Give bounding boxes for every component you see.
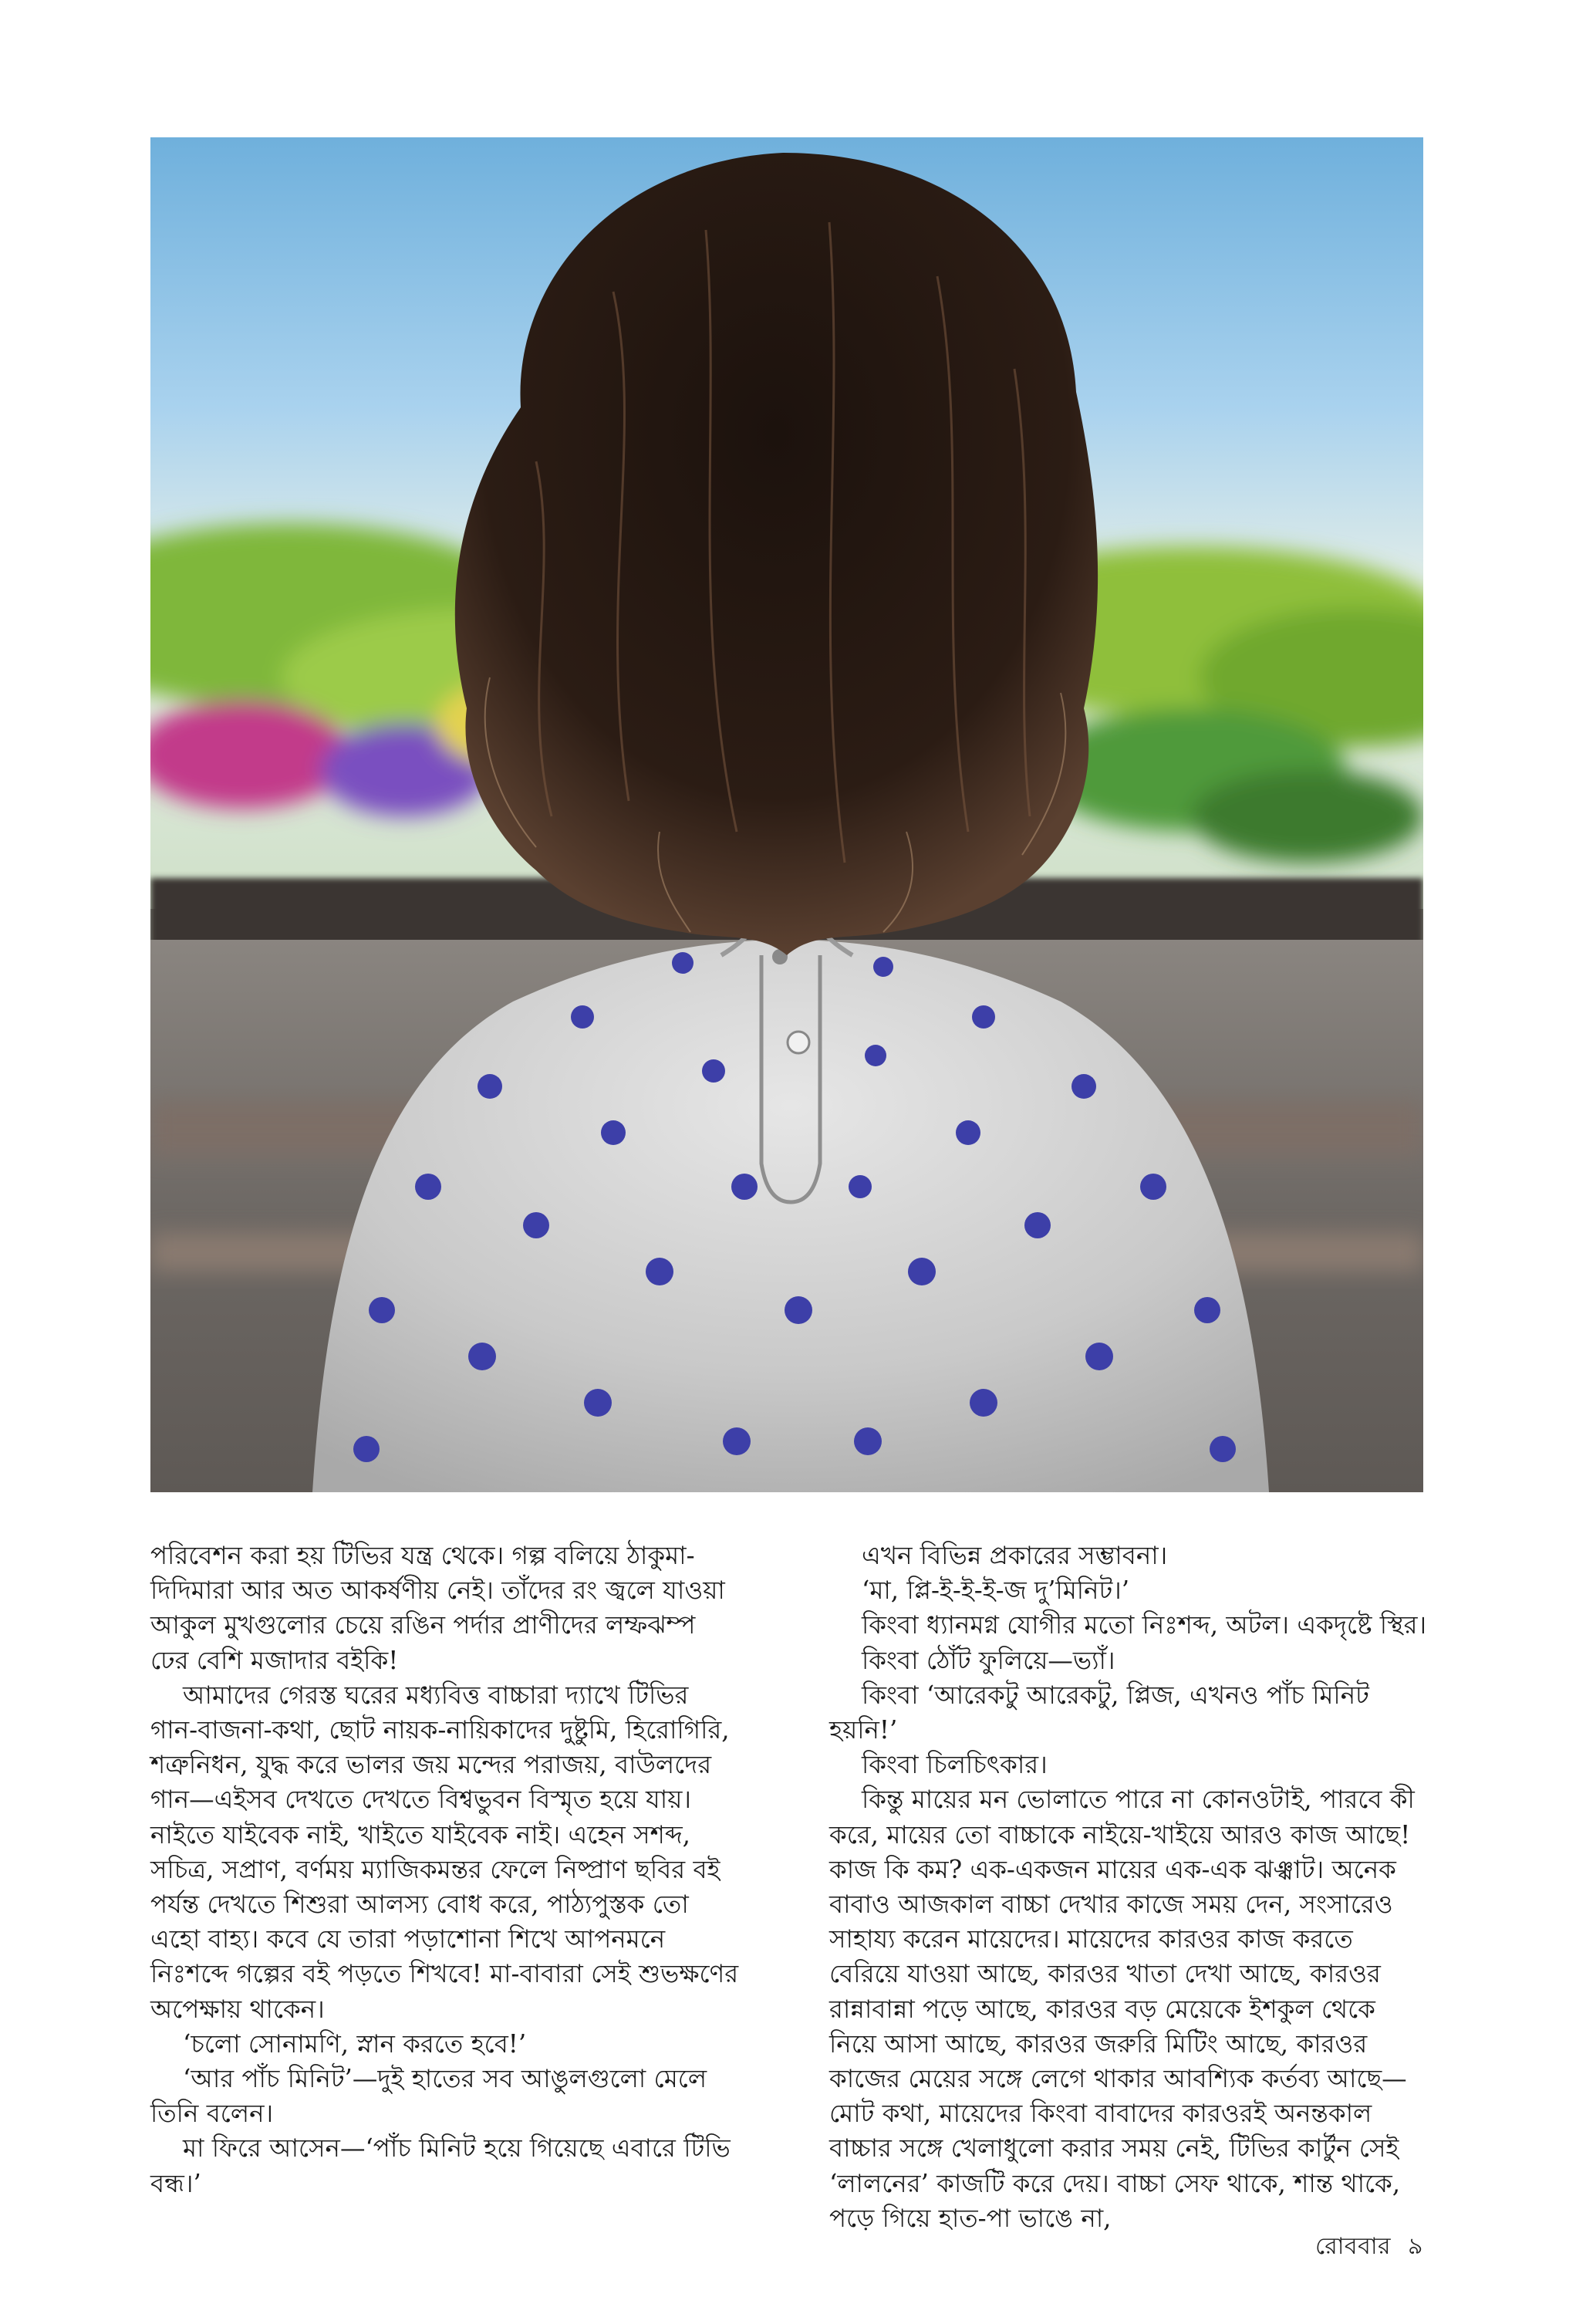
paragraph: মা ফিরে আসেন—‘পাঁচ মিনিট হয়ে গিয়েছে এবারে টিভি বন্ধ।’	[150, 2133, 731, 2198]
paragraph: কিংবা ধ্যানমগ্ন যোগীর মতো নিঃশব্দ, অটল। একদৃষ্টে স্থির।	[862, 1610, 1427, 1640]
paragraph: পরিবেশন করা হয় টিভির যন্ত্র থেকে। গল্প বলিয়ে ঠাকুমা-দিদিমারা আর অত আকর্ষণীয় নেই। তাঁদের রং জ্বলে যাওয়া আকুল মুখগুলোর চেয়ে রঙিন পর্দার প্রাণীদের লম্ফঝম্প ঢের বেশি মজাদার বইকি!	[150, 1541, 725, 1675]
article-column-right	[829, 1539, 1427, 2236]
paragraph: কিন্তু মায়ের মন ভোলাতে পারে না কোনওটাই, পারবে কী করে, মায়ের তো বাচ্চাকে নাইয়ে-খাইয়ে আরও কাজ আছে! কাজ কি কম? এক-একজন মায়ের এক-এক ঝঞ্ঝাট। অনেক বাবাও আজকাল বাচ্চা দেখার কাজে সময় দেন, সংসারেও সাহায্য করেন মায়েদের। মায়েদের কারওর কাজ করতে বেরিয়ে যাওয়া আছে, কারওর খাতা দেখা আছে, কারওর রান্নাবান্না পড়ে আছে, কারওর বড় মেয়েকে ইশকুল থেকে নিয়ে আসা আছে, কারওর জরুরি মিটিং আছে, কারওর কাজের মেয়ের সঙ্গে লেগে থাকার আবশ্যিক কর্তব্য আছে—মোট কথা, মায়েদের কিংবা বাবাদের কারওরই অনন্তকাল বাচ্চার সঙ্গে খেলাধুলো করার সময় নেই, টিভির কার্টুন সেই ‘লালনের’ কাজটি করে দেয়। বাচ্চা সেফ থাকে, শান্ত থাকে, পড়ে গিয়ে হাত-পা ভাঙে না,	[829, 1785, 1415, 2233]
paragraph: এখন বিভিন্ন প্রকারের সম্ভাবনা।	[862, 1541, 1168, 1570]
page-number: ৯	[1408, 2233, 1423, 2260]
paragraph: ‘আর পাঁচ মিনিট’—দুই হাতের সব আঙুলগুলো মেলে তিনি বলেন।	[150, 2064, 707, 2129]
paragraph: ‘চলো সোনামণি, স্নান করতে হবে!’	[183, 2028, 527, 2059]
page-folio	[1315, 2231, 1423, 2262]
article-column-left	[150, 1539, 741, 2201]
publication-name: রোববার	[1315, 2233, 1392, 2260]
paragraph: আমাদের গেরস্ত ঘরের মধ্যবিত্ত বাচ্চারা দ্যাখে টিভির গান-বাজনা-কথা, ছোট নায়ক-নায়িকাদের দুষ্টুমি, হিরোগিরি, শত্রুনিধন, যুদ্ধ করে ভালর জয় মন্দের পরাজয়, বাউলদের গান—এইসব দেখতে দেখতে বিশ্বভুবন বিস্মৃত হয়ে যায়। নাইতে যাইবেক নাই, খাইতে যাইবেক নাই। এহেন সশব্দ, সচিত্র, সপ্রাণ, বর্ণময় ম্যাজিকমন্তর ফেলে নিষ্প্রাণ ছবির বই পর্যন্ত দেখতে শিশুরা আলস্য বোধ করে, পাঠ্যপুস্তক তো এহো বাহ্য। কবে যে তারা পড়াশোনা শিখে আপনমনে নিঃশব্দে গল্পের বই পড়তে শিখবে! মা-বাবারা সেই শুভক্ষণের অপেক্ষায় থাকেন।	[150, 1680, 739, 2024]
child-watching-tv-illustration	[150, 137, 1423, 1492]
paragraph: কিংবা ‘আরেকটু আরেকটু, প্লিজ, এখনও পাঁচ মিনিট হয়নি!’	[829, 1680, 1369, 1745]
paragraph: ‘মা, প্লি-ই-ই-ই-জ দু’মিনিট।’	[862, 1576, 1130, 1606]
button	[788, 1032, 809, 1053]
paragraph: কিংবা চিলচিৎকার।	[862, 1750, 1048, 1780]
paragraph: কিংবা ঠোঁট ফুলিয়ে—ভ্যাঁ।	[862, 1645, 1115, 1675]
article-photo	[150, 137, 1423, 1492]
